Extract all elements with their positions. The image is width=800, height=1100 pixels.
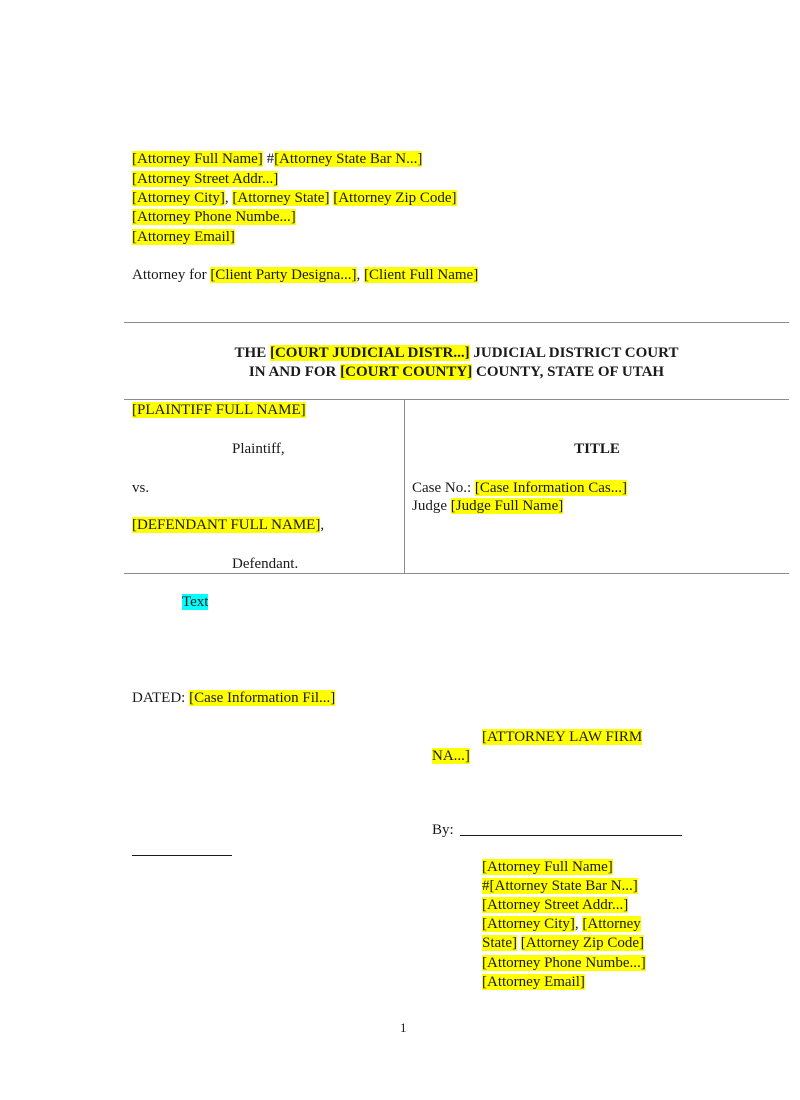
city-separator: ,	[224, 190, 233, 206]
sig-street-line	[482, 896, 628, 915]
sig-phone-line	[482, 954, 646, 973]
sig-bar-number-line	[482, 877, 638, 896]
caption-bottom-rule	[124, 573, 789, 574]
body-text-line	[182, 593, 208, 612]
sig-state-field-part2[interactable]: State]	[482, 935, 517, 951]
client-separator: ,	[356, 267, 365, 283]
court-district-field[interactable]: [COURT JUDICIAL DISTR...]	[269, 345, 470, 361]
firm-name-line-2	[432, 747, 470, 766]
court-county-field[interactable]: [COURT COUNTY]	[340, 364, 473, 380]
body-text-field[interactable]: Text	[182, 594, 209, 610]
defendant-name-field[interactable]: [DEFENDANT FULL NAME]	[132, 517, 321, 533]
attorney-state-field[interactable]: [Attorney State]	[232, 190, 330, 206]
dated-label: DATED:	[132, 690, 190, 706]
case-number-line	[412, 479, 627, 498]
defendant-name-line	[132, 516, 324, 535]
sig-attorney-name-field[interactable]: [Attorney Full Name]	[482, 859, 613, 875]
attorney-street-line	[132, 170, 278, 189]
attorney-city-field[interactable]: [Attorney City]	[132, 190, 225, 206]
attorney-name-bar-line	[132, 150, 422, 169]
client-party-field[interactable]: [Client Party Designa...]	[210, 267, 357, 283]
sig-state-field-part1[interactable]: [Attorney	[582, 916, 641, 932]
judge-name-field[interactable]: [Judge Full Name]	[450, 498, 564, 514]
sig-phone-field[interactable]: [Attorney Phone Numbe...]	[482, 955, 646, 971]
plaintiff-name-line	[132, 401, 306, 420]
filing-date-field[interactable]: [Case Information Fil...]	[189, 690, 336, 706]
law-firm-field-part1[interactable]: [ATTORNEY LAW FIRM	[482, 729, 643, 745]
case-number-field[interactable]: [Case Information Cas...]	[474, 480, 627, 496]
attorney-phone-field[interactable]: [Attorney Phone Numbe...]	[132, 209, 296, 225]
defendant-comma: ,	[320, 517, 325, 533]
versus-label: vs.	[132, 480, 150, 496]
attorney-for-label: Attorney for	[132, 267, 211, 283]
plaintiff-label: Plaintiff,	[232, 441, 285, 457]
sig-city-field[interactable]: [Attorney City]	[482, 916, 575, 932]
attorney-zip-field[interactable]: [Attorney Zip Code]	[333, 190, 457, 206]
sig-city-line-2	[482, 934, 644, 953]
page-number: 1	[400, 1020, 407, 1035]
court-title-line-2	[124, 363, 789, 382]
sig-attorney-name-line	[482, 858, 613, 877]
caption-top-rule	[124, 399, 789, 400]
sig-email-line	[482, 973, 585, 992]
law-firm-field-part2[interactable]: NA...]	[432, 748, 470, 764]
sig-street-field[interactable]: [Attorney Street Addr...]	[482, 897, 629, 913]
court-suffix: JUDICIAL DISTRICT COURT	[469, 345, 679, 361]
judge-label: Judge	[412, 498, 451, 514]
firm-name-line-1	[482, 728, 642, 747]
defendant-label: Defendant.	[232, 556, 299, 572]
attorney-email-field[interactable]: [Attorney Email]	[132, 229, 235, 245]
attorney-bar-number-field[interactable]: [Attorney State Bar N...]	[274, 151, 423, 167]
attorney-name-field[interactable]: [Attorney Full Name]	[132, 151, 263, 167]
document-title: TITLE	[574, 441, 620, 457]
by-label: By:	[432, 822, 454, 838]
court-prefix: THE	[234, 345, 270, 361]
county-suffix: COUNTY, STATE OF UTAH	[472, 364, 665, 380]
attorney-phone-line	[132, 208, 296, 227]
caption-divider	[404, 400, 405, 574]
sig-city-line-1	[482, 915, 641, 934]
case-number-label: Case No.:	[412, 480, 475, 496]
sig-bar-number-field[interactable]: #[Attorney State Bar N...]	[482, 878, 638, 894]
attorney-city-line	[132, 189, 457, 208]
court-top-rule	[124, 322, 789, 323]
attorney-for-line	[132, 266, 478, 285]
attorney-street-field[interactable]: [Attorney Street Addr...]	[132, 171, 279, 187]
sig-city-separator: ,	[574, 916, 583, 932]
court-title-line-1	[124, 344, 789, 363]
plaintiff-name-field[interactable]: [PLAINTIFF FULL NAME]	[132, 402, 306, 418]
client-name-field[interactable]: [Client Full Name]	[364, 267, 479, 283]
sig-email-field[interactable]: [Attorney Email]	[482, 974, 585, 990]
judge-line	[412, 497, 563, 516]
county-prefix: IN AND FOR	[248, 364, 341, 380]
sig-zip-field[interactable]: [Attorney Zip Code]	[520, 935, 645, 951]
signature-line[interactable]	[460, 835, 682, 836]
bar-separator: #	[262, 151, 275, 167]
dated-line	[132, 689, 335, 708]
left-signature-line[interactable]	[132, 855, 232, 856]
attorney-email-line	[132, 228, 235, 247]
